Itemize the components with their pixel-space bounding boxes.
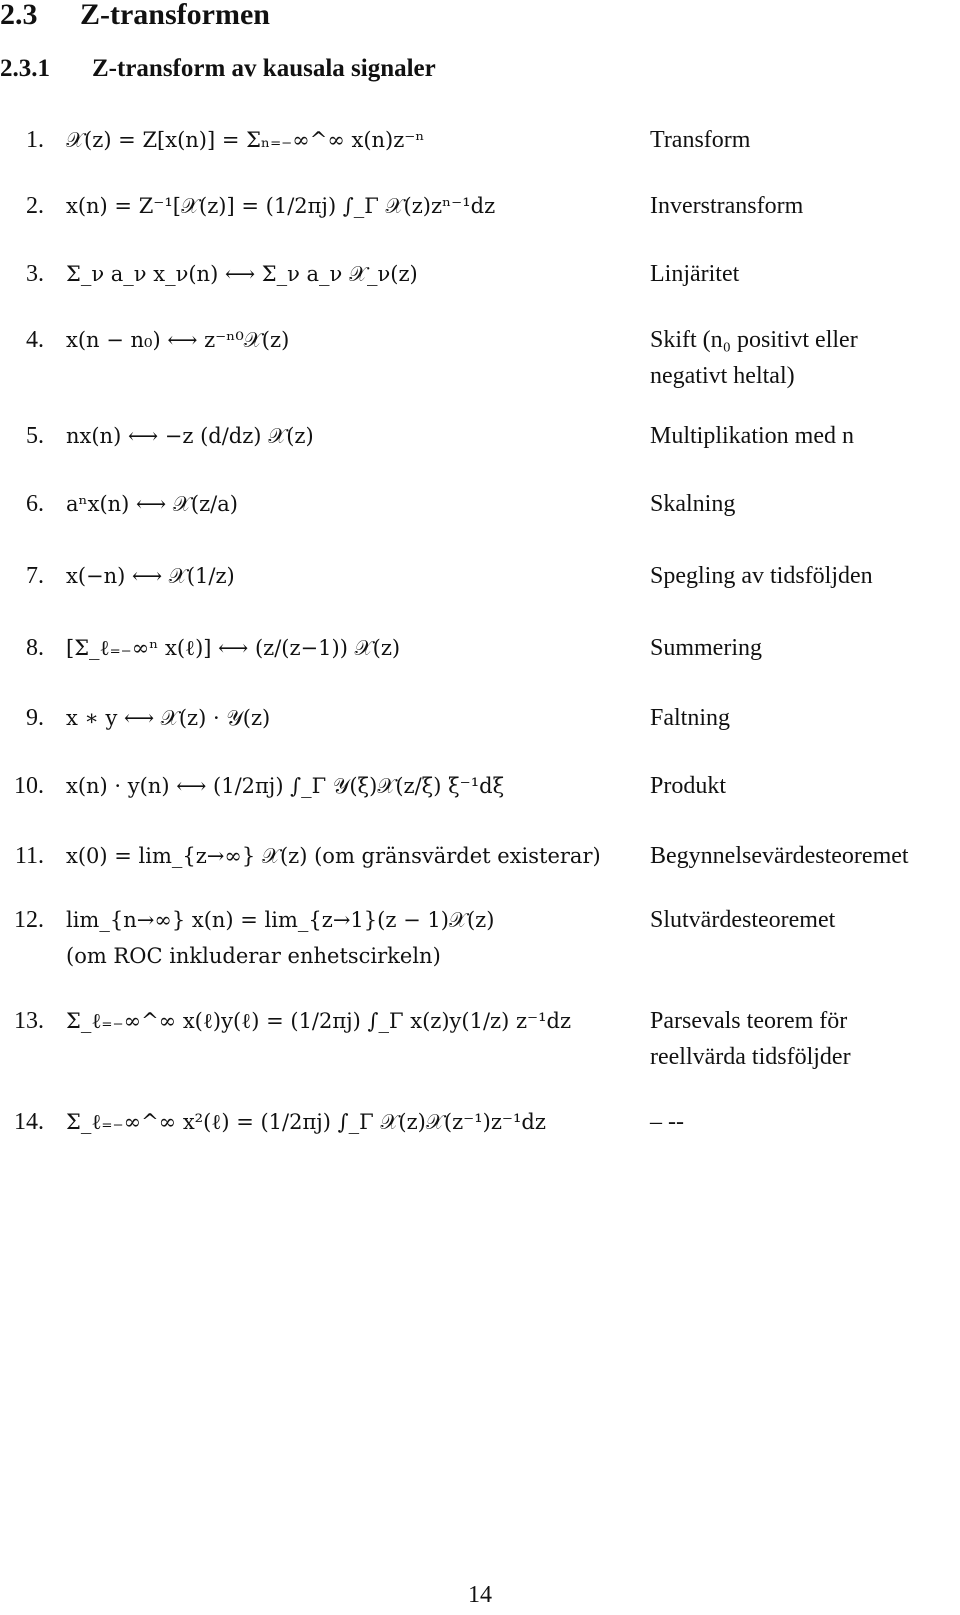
- row-description: [650, 188, 960, 224]
- description-line: reellvärda tidsföljder: [650, 1044, 851, 1070]
- formula-line: 𝒳(z) = Z[x(n)] = Σₙ₌₋∞^∞ x(n)z⁻ⁿ: [66, 128, 425, 152]
- formula-line: x(n) · y(n) ⟷ (1/2πj) ∫_Γ 𝒴(ξ)𝒳(z/ξ) ξ⁻¹dξ: [66, 774, 505, 798]
- formula-line: Σ_ℓ₌₋∞^∞ x²(ℓ) = (1/2πj) ∫_Γ 𝒳(z)𝒳(z⁻¹)z⁻¹dz: [66, 1110, 546, 1134]
- row-description: [650, 700, 960, 736]
- row-formula: [66, 1003, 636, 1039]
- row-formula: [66, 122, 636, 158]
- formula-line: Σ_ν a_ν x_ν(n) ⟷ Σ_ν a_ν 𝒳_ν(z): [66, 262, 418, 286]
- row-formula: [66, 322, 636, 358]
- description-line: Transform: [650, 127, 751, 153]
- row-formula: [66, 1104, 636, 1140]
- row-description: [650, 1003, 960, 1075]
- formula-line: x(n) = Z⁻¹[𝒳(z)] = (1/2πj) ∫_Γ 𝒳(z)zⁿ⁻¹dz: [66, 194, 496, 218]
- description-line: Spegling av tidsföljden: [650, 563, 873, 589]
- formula-line: lim_{n→∞} x(n) = lim_{z→1}(z − 1)𝒳(z): [66, 908, 495, 932]
- row-number: 5.: [26, 423, 44, 449]
- row-number: 8.: [26, 635, 44, 661]
- formula-line: x(−n) ⟷ 𝒳(1/z): [66, 564, 235, 588]
- description-line: Multiplikation med n: [650, 423, 854, 449]
- formula-line: (om ROC inkluderar enhetscirkeln): [66, 944, 441, 968]
- row-formula: [66, 630, 636, 666]
- row-number: 13.: [14, 1008, 44, 1034]
- row-description: [650, 486, 960, 522]
- row-description: [650, 768, 960, 804]
- row-formula: [66, 768, 636, 804]
- row-number: 2.: [26, 193, 44, 219]
- row-formula: [66, 838, 636, 874]
- section-title: [0, 0, 270, 30]
- row-description: [650, 630, 960, 666]
- row-description: [650, 418, 960, 454]
- description-line: Summering: [650, 635, 762, 661]
- row-formula: [66, 558, 636, 594]
- description-line: Skalning: [650, 491, 736, 517]
- description-line: Slutvärdesteoremet: [650, 907, 836, 933]
- description-line: Begynnelsevärdesteoremet: [650, 843, 909, 869]
- row-number: 9.: [26, 705, 44, 731]
- row-number: 14.: [14, 1109, 44, 1135]
- description-line: negativt heltal): [650, 363, 795, 389]
- row-formula: [66, 188, 636, 224]
- row-number: 6.: [26, 491, 44, 517]
- formula-line: x(n − n₀) ⟷ z⁻ⁿ⁰𝒳(z): [66, 328, 290, 352]
- row-description: [650, 256, 960, 292]
- formula-line: [Σ_ℓ₌₋∞ⁿ x(ℓ)] ⟷ (z/(z−1)) 𝒳(z): [66, 636, 401, 660]
- row-description: [650, 322, 960, 394]
- row-number: 7.: [26, 563, 44, 589]
- subsection-heading: Z-transform av kausala signaler: [92, 55, 436, 82]
- row-formula: [66, 418, 636, 454]
- subsection-number: 2.3.1: [0, 55, 50, 82]
- formula-line: x ∗ y ⟷ 𝒳(z) · 𝒴(z): [66, 706, 271, 730]
- page-number: 14: [468, 1582, 492, 1608]
- row-description: [650, 838, 960, 874]
- row-number: 1.: [26, 127, 44, 153]
- row-formula: [66, 256, 636, 292]
- row-description: [650, 902, 960, 938]
- row-number: 10.: [14, 773, 44, 799]
- description-line: Linjäritet: [650, 261, 740, 287]
- description-line: – --: [650, 1109, 684, 1135]
- row-number: 11.: [14, 843, 44, 869]
- description-line: Faltning: [650, 705, 731, 731]
- description-line: Skift (n₀ positivt eller: [650, 327, 858, 353]
- formula-line: Σ_ℓ₌₋∞^∞ x(ℓ)y(ℓ) = (1/2πj) ∫_Γ x(z)y(1/z) z⁻¹dz: [66, 1009, 572, 1033]
- description-line: Parsevals teorem för: [650, 1008, 848, 1034]
- formula-line: aⁿx(n) ⟷ 𝒳(z/a): [66, 492, 238, 516]
- section-number: 2.3: [0, 0, 38, 31]
- description-line: Produkt: [650, 773, 727, 799]
- row-number: 4.: [26, 327, 44, 353]
- section-heading: Z-transformen: [80, 0, 270, 31]
- row-formula: [66, 902, 636, 974]
- row-number: 12.: [14, 907, 44, 933]
- subsection-title: [0, 54, 436, 84]
- row-formula: [66, 700, 636, 736]
- row-description: [650, 122, 960, 158]
- description-line: Inverstransform: [650, 193, 804, 219]
- formula-line: x(0) = lim_{z→∞} 𝒳(z) (om gränsvärdet existerar): [66, 844, 601, 868]
- row-formula: [66, 486, 636, 522]
- row-description: [650, 558, 960, 594]
- row-description: [650, 1104, 960, 1140]
- formula-line: nx(n) ⟷ −z (d/dz) 𝒳(z): [66, 424, 314, 448]
- row-number: 3.: [26, 261, 44, 287]
